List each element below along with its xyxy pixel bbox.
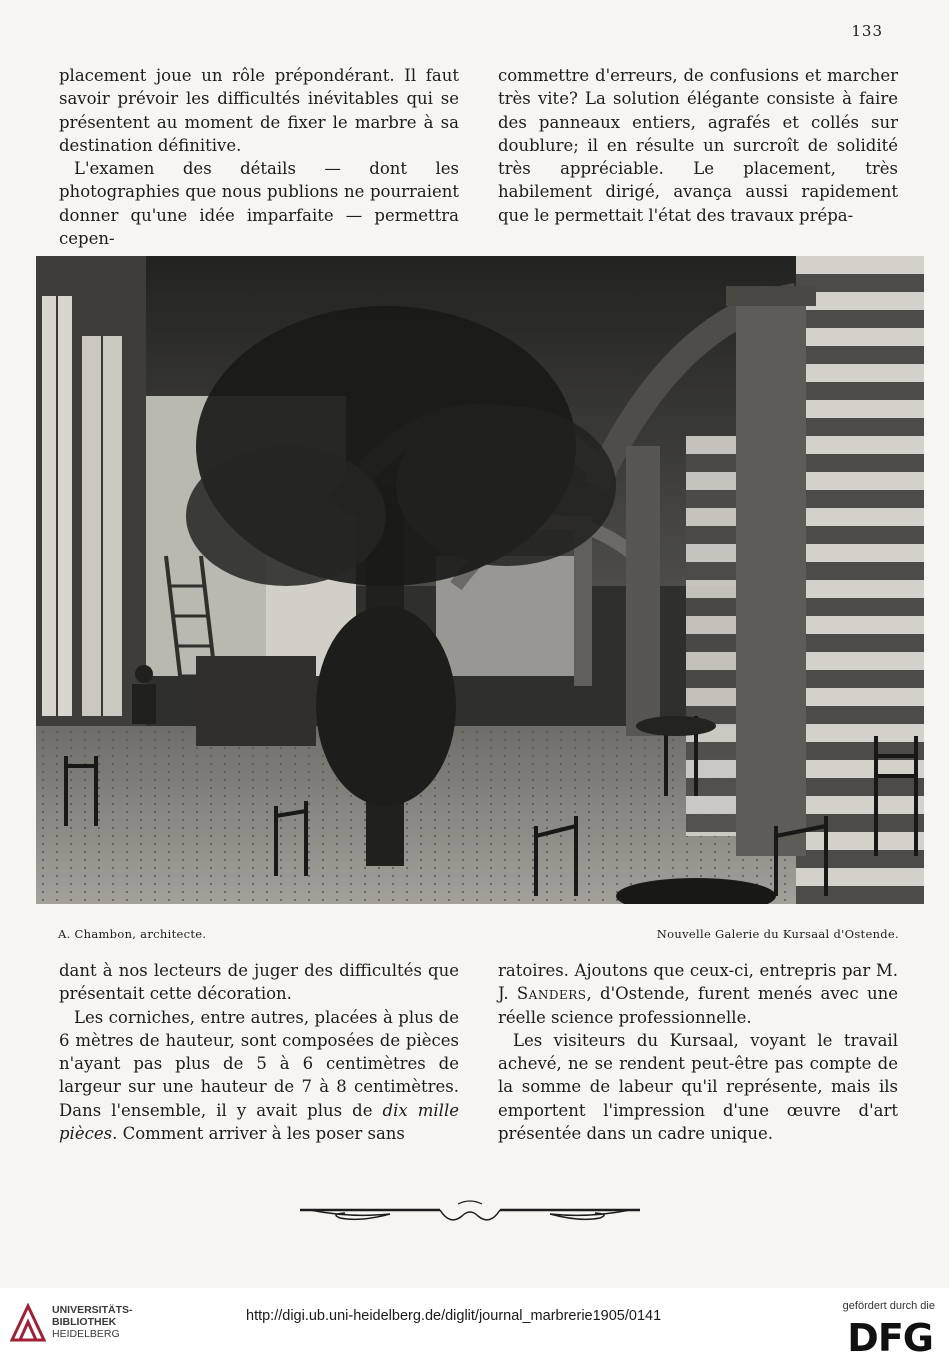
university-library-name [52,1304,133,1340]
decorative-divider-ornament [290,1196,650,1232]
library-name-line: UNIVERSITÄTS- [52,1304,133,1316]
paragraph [59,1006,459,1146]
text-run: Les corniches, entre autres, placées à plus de 6 mètres de hauteur, sont composées de pièces n'ayant pas plus de 5 à 6 centimètres de largeur sur une hauteur de 7 à 8 centimètres. Dans l'ensemble, il y avait plus de [59,1007,459,1120]
text-column-bottom-right [498,959,898,1145]
text-column-top-right [498,64,898,227]
page-number: 133 [851,22,883,40]
paragraph: Les visiteurs du Kursaal, voyant le travail achevé, ne se rendent peut-être pas compte de la somme de labeur qu'il représente, mais ils emportent l'impression d'une œuvre d'art présentée dans un cadre unique. [498,1030,898,1144]
digitization-footer [0,1288,949,1363]
paragraph: commettre d'erreurs, de confusions et marcher très vite? La solution élégante consiste à faire des panneaux entiers, agrafés et collés sur doublure; il en résulte un surcroît de solidité très appréciable. Le placement, très habilement dirigé, avança aussi rapidement que le permettait l'état des travaux prépa- [498,66,898,225]
paragraph: L'examen des détails — dont les photographies que nous publions ne pourraient donner qu'une idée imparfaite — permettra cepen- [59,159,459,249]
italic-text: dix mille pièces [59,1100,459,1144]
photo-caption-architect: A. Chambon, architecte. [58,927,207,941]
source-url-link[interactable]: http://digi.ub.uni-heidelberg.de/diglit/journal_marbrerie1905/0141 [246,1308,662,1324]
text-run: , d'Ostende, furent menés avec une réelle science professionnelle. [498,984,898,1027]
paragraph: placement joue un rôle prépondérant. Il faut savoir prévoir les difficultés inévitables qui se présentent au moment de fixer le marbre à sa destination définitive. [59,66,459,155]
text-column-top-left [59,64,459,250]
dfg-logo: DFG [847,1316,933,1360]
library-name-line: HEIDELBERG [52,1328,120,1340]
paragraph: dant à nos lecteurs de juger des difficultés que présentait cette décoration. [59,961,459,1004]
library-name-line: BIBLIOTHEK [52,1316,117,1328]
university-library-logo-icon [10,1302,46,1342]
text-run: . Comment arriver à les poser sans [112,1124,405,1144]
text-run: ratoires. Ajoutons que ceux-ci, entrepris par M. J. [498,961,898,1004]
paragraph [498,959,898,1029]
kursaal-gallery-photograph [36,256,924,904]
text-column-bottom-left [59,959,459,1145]
sponsor-note: gefördert durch die [842,1300,935,1312]
photo-caption-title: Nouvelle Galerie du Kursaal d'Ostende. [656,927,899,941]
small-caps-name: Sanders [516,984,587,1004]
